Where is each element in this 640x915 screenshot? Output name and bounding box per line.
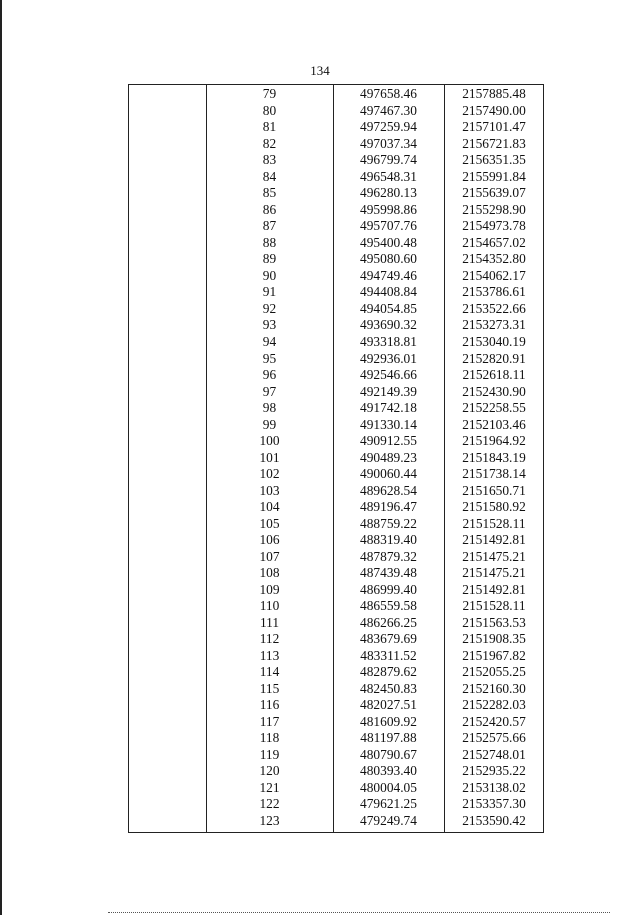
table-row (128, 350, 544, 367)
blank-cell (128, 235, 206, 252)
blank-cell (128, 268, 206, 285)
table-row (128, 515, 544, 532)
y-coordinate-cell: 2153590.42 (462, 812, 526, 828)
blank-cell (128, 317, 206, 334)
point-number-cell: 88 (262, 234, 277, 250)
point-number-cell: 90 (262, 267, 277, 283)
table-row (128, 664, 544, 681)
table-row (128, 251, 544, 268)
y-coordinate-cell: 2151563.53 (462, 614, 526, 630)
point-number-cell: 112 (259, 631, 280, 647)
table-row (128, 317, 544, 334)
y-coordinate-cell: 2151967.82 (462, 647, 526, 663)
point-number-cell: 109 (259, 581, 280, 597)
y-coordinate-cell: 2157101.47 (462, 119, 526, 135)
x-coordinate-cell: 487879.32 (360, 548, 417, 564)
blank-cell (128, 780, 206, 797)
x-coordinate-cell: 480004.05 (360, 779, 417, 795)
y-coordinate-cell: 2152160.30 (462, 680, 526, 696)
table-row (128, 730, 544, 747)
y-coordinate-cell: 2152575.66 (462, 730, 526, 746)
point-number-cell: 92 (262, 300, 277, 316)
blank-cell (128, 251, 206, 268)
blank-cell (128, 416, 206, 433)
y-coordinate-cell: 2152618.11 (462, 367, 526, 383)
table-row (128, 152, 544, 169)
table-row (128, 218, 544, 235)
x-coordinate-cell: 497259.94 (360, 119, 417, 135)
x-coordinate-cell: 479249.74 (360, 812, 417, 828)
x-coordinate-cell: 491330.14 (360, 416, 417, 432)
x-coordinate-cell: 488759.22 (360, 515, 417, 531)
x-coordinate-cell: 494749.46 (360, 267, 417, 283)
point-number-cell: 79 (262, 86, 277, 102)
blank-cell (128, 169, 206, 186)
x-coordinate-cell: 495080.60 (360, 251, 417, 267)
y-coordinate-cell: 2152820.91 (462, 350, 526, 366)
x-coordinate-cell: 493690.32 (360, 317, 417, 333)
y-coordinate-cell: 2152055.25 (462, 664, 526, 680)
blank-cell (128, 284, 206, 301)
table-row (128, 813, 544, 830)
x-coordinate-cell: 486999.40 (360, 581, 417, 597)
table-row (128, 482, 544, 499)
y-coordinate-cell: 2155639.07 (462, 185, 526, 201)
y-coordinate-cell: 2153357.30 (462, 796, 526, 812)
blank-cell (128, 648, 206, 665)
point-number-cell: 94 (262, 333, 277, 349)
blank-cell (128, 466, 206, 483)
page-number: 134 (310, 63, 330, 78)
point-number-cell: 85 (262, 185, 277, 201)
point-number-cell: 121 (259, 779, 280, 795)
y-coordinate-cell: 2151843.19 (462, 449, 526, 465)
x-coordinate-cell: 492149.39 (360, 383, 417, 399)
point-number-cell: 97 (262, 383, 277, 399)
blank-cell (128, 499, 206, 516)
y-coordinate-cell: 2151964.92 (462, 433, 526, 449)
point-number-cell: 91 (262, 284, 277, 300)
page-bottom-edge (108, 912, 610, 913)
point-number-cell: 103 (259, 482, 280, 498)
x-coordinate-cell: 486559.58 (360, 598, 417, 614)
point-number-cell: 81 (262, 119, 277, 135)
x-coordinate-cell: 482879.62 (360, 664, 417, 680)
blank-cell (128, 86, 206, 103)
x-coordinate-cell: 483679.69 (360, 631, 417, 647)
blank-cell (128, 581, 206, 598)
point-number-cell: 118 (259, 730, 280, 746)
x-coordinate-cell: 481609.92 (360, 713, 417, 729)
y-coordinate-cell: 2153522.66 (462, 300, 526, 316)
y-coordinate-cell: 2151528.11 (462, 515, 526, 531)
y-coordinate-cell: 2151492.81 (462, 532, 526, 548)
point-number-cell: 107 (259, 548, 280, 564)
y-coordinate-cell: 2155298.90 (462, 201, 526, 217)
blank-cell (128, 714, 206, 731)
x-coordinate-cell: 479621.25 (360, 796, 417, 812)
table-row (128, 301, 544, 318)
table-row (128, 268, 544, 285)
x-coordinate-cell: 496280.13 (360, 185, 417, 201)
y-coordinate-cell: 2151475.21 (462, 565, 526, 581)
blank-cell (128, 747, 206, 764)
blank-cell (128, 681, 206, 698)
y-coordinate-cell: 2153040.19 (462, 333, 526, 349)
blank-cell (128, 796, 206, 813)
table-row (128, 367, 544, 384)
blank-cell (128, 400, 206, 417)
blank-cell (128, 350, 206, 367)
table-row (128, 598, 544, 615)
y-coordinate-cell: 2151475.21 (462, 548, 526, 564)
x-coordinate-cell: 487439.48 (360, 565, 417, 581)
blank-cell (128, 598, 206, 615)
table-row (128, 648, 544, 665)
blank-cell (128, 548, 206, 565)
blank-cell (128, 449, 206, 466)
table-row (128, 763, 544, 780)
blank-cell (128, 532, 206, 549)
y-coordinate-cell: 2152430.90 (462, 383, 526, 399)
x-coordinate-cell: 490489.23 (360, 449, 417, 465)
table-row (128, 747, 544, 764)
table-row (128, 334, 544, 351)
point-number-cell: 115 (259, 680, 280, 696)
coordinates-table (128, 86, 544, 829)
blank-cell (128, 136, 206, 153)
blank-cell (128, 664, 206, 681)
y-coordinate-cell: 2151738.14 (462, 466, 526, 482)
point-number-cell: 98 (262, 400, 277, 416)
x-coordinate-cell: 490060.44 (360, 466, 417, 482)
table-row (128, 235, 544, 252)
point-number-cell: 105 (259, 515, 280, 531)
y-coordinate-cell: 2154062.17 (462, 267, 526, 283)
table-row (128, 548, 544, 565)
blank-cell (128, 697, 206, 714)
blank-cell (128, 202, 206, 219)
point-number-cell: 84 (262, 168, 277, 184)
x-coordinate-cell: 492546.66 (360, 367, 417, 383)
table-row (128, 383, 544, 400)
blank-cell (128, 433, 206, 450)
point-number-cell: 120 (259, 763, 280, 779)
table-row (128, 681, 544, 698)
x-coordinate-cell: 480790.67 (360, 746, 417, 762)
y-coordinate-cell: 2152282.03 (462, 697, 526, 713)
blank-cell (128, 185, 206, 202)
x-coordinate-cell: 492936.01 (360, 350, 417, 366)
blank-cell (128, 565, 206, 582)
blank-cell (128, 383, 206, 400)
table-row (128, 169, 544, 186)
blank-cell (128, 813, 206, 830)
x-coordinate-cell: 489196.47 (360, 499, 417, 515)
point-number-cell: 116 (259, 697, 280, 713)
y-coordinate-cell: 2156721.83 (462, 135, 526, 151)
y-coordinate-cell: 2152420.57 (462, 713, 526, 729)
table-row (128, 400, 544, 417)
table-row (128, 136, 544, 153)
blank-cell (128, 334, 206, 351)
point-number-cell: 93 (262, 317, 277, 333)
x-coordinate-cell: 494408.84 (360, 284, 417, 300)
table-row (128, 532, 544, 549)
table-row (128, 202, 544, 219)
blank-cell (128, 152, 206, 169)
x-coordinate-cell: 496548.31 (360, 168, 417, 184)
point-number-cell: 95 (262, 350, 277, 366)
point-number-cell: 99 (262, 416, 277, 432)
blank-cell (128, 367, 206, 384)
y-coordinate-cell: 2157490.00 (462, 102, 526, 118)
point-number-cell: 111 (259, 614, 280, 630)
y-coordinate-cell: 2153786.61 (462, 284, 526, 300)
x-coordinate-cell: 495707.76 (360, 218, 417, 234)
point-number-cell: 122 (259, 796, 280, 812)
point-number-cell: 87 (262, 218, 277, 234)
point-number-cell: 82 (262, 135, 277, 151)
point-number-cell: 106 (259, 532, 280, 548)
y-coordinate-cell: 2152748.01 (462, 746, 526, 762)
y-coordinate-cell: 2151650.71 (462, 482, 526, 498)
x-coordinate-cell: 490912.55 (360, 433, 417, 449)
point-number-cell: 119 (259, 746, 280, 762)
point-number-cell: 86 (262, 201, 277, 217)
y-coordinate-cell: 2154973.78 (462, 218, 526, 234)
point-number-cell: 100 (259, 433, 280, 449)
table-row (128, 416, 544, 433)
x-coordinate-cell: 488319.40 (360, 532, 417, 548)
point-number-cell: 117 (259, 713, 280, 729)
table-row (128, 780, 544, 797)
x-coordinate-cell: 497467.30 (360, 102, 417, 118)
y-coordinate-cell: 2154352.80 (462, 251, 526, 267)
point-number-cell: 108 (259, 565, 280, 581)
blank-cell (128, 763, 206, 780)
y-coordinate-cell: 2157885.48 (462, 86, 526, 102)
table-row (128, 466, 544, 483)
y-coordinate-cell: 2154657.02 (462, 234, 526, 250)
coordinates-table-body (128, 86, 544, 829)
blank-cell (128, 615, 206, 632)
y-coordinate-cell: 2151528.11 (462, 598, 526, 614)
table-row (128, 433, 544, 450)
table-row (128, 284, 544, 301)
point-number-cell: 104 (259, 499, 280, 515)
table-row (128, 119, 544, 136)
point-number-cell: 114 (259, 664, 280, 680)
blank-cell (128, 730, 206, 747)
table-row (128, 697, 544, 714)
x-coordinate-cell: 494054.85 (360, 300, 417, 316)
blank-cell (128, 515, 206, 532)
x-coordinate-cell: 480393.40 (360, 763, 417, 779)
x-coordinate-cell: 482450.83 (360, 680, 417, 696)
x-coordinate-cell: 481197.88 (360, 730, 417, 746)
table-row (128, 796, 544, 813)
table-row (128, 714, 544, 731)
y-coordinate-cell: 2153273.31 (462, 317, 526, 333)
point-number-cell: 89 (262, 251, 277, 267)
x-coordinate-cell: 489628.54 (360, 482, 417, 498)
y-coordinate-cell: 2151908.35 (462, 631, 526, 647)
y-coordinate-cell: 2151492.81 (462, 581, 526, 597)
blank-cell (128, 218, 206, 235)
point-number-cell: 83 (262, 152, 277, 168)
x-coordinate-cell: 495400.48 (360, 234, 417, 250)
x-coordinate-cell: 496799.74 (360, 152, 417, 168)
x-coordinate-cell: 483311.52 (360, 647, 417, 663)
blank-cell (128, 119, 206, 136)
point-number-cell: 80 (262, 102, 277, 118)
x-coordinate-cell: 497658.46 (360, 86, 417, 102)
x-coordinate-cell: 486266.25 (360, 614, 417, 630)
x-coordinate-cell: 482027.51 (360, 697, 417, 713)
point-number-cell: 110 (259, 598, 280, 614)
x-coordinate-cell: 497037.34 (360, 135, 417, 151)
table-row (128, 86, 544, 103)
blank-cell (128, 631, 206, 648)
table-row (128, 103, 544, 120)
table-row (128, 631, 544, 648)
table-row (128, 449, 544, 466)
point-number-cell: 101 (259, 449, 280, 465)
blank-cell (128, 301, 206, 318)
x-coordinate-cell: 495998.86 (360, 201, 417, 217)
point-number-cell: 96 (262, 367, 277, 383)
point-number-cell: 123 (259, 812, 280, 828)
point-number-cell: 102 (259, 466, 280, 482)
x-coordinate-cell: 493318.81 (360, 333, 417, 349)
point-number-cell: 113 (259, 647, 280, 663)
blank-cell (128, 103, 206, 120)
y-coordinate-cell: 2155991.84 (462, 168, 526, 184)
y-coordinate-cell: 2152935.22 (462, 763, 526, 779)
y-coordinate-cell: 2152103.46 (462, 416, 526, 432)
table-row (128, 581, 544, 598)
y-coordinate-cell: 2152258.55 (462, 400, 526, 416)
y-coordinate-cell: 2153138.02 (462, 779, 526, 795)
blank-cell (128, 482, 206, 499)
table-row (128, 565, 544, 582)
table-row (128, 499, 544, 516)
table-row (128, 185, 544, 202)
y-coordinate-cell: 2151580.92 (462, 499, 526, 515)
table-row (128, 615, 544, 632)
y-coordinate-cell: 2156351.35 (462, 152, 526, 168)
x-coordinate-cell: 491742.18 (360, 400, 417, 416)
